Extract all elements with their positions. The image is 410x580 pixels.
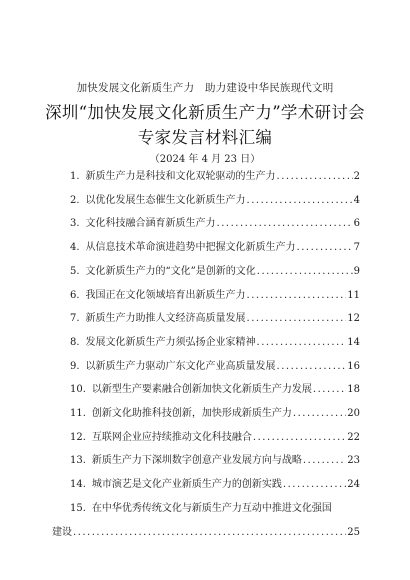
toc-page-number: 23 [347, 455, 360, 467]
toc-entry[interactable] [70, 190, 360, 206]
toc-leader-dots [257, 337, 347, 348]
toc-page-number: 4 [353, 194, 360, 206]
toc-entry[interactable] [70, 237, 360, 253]
toc-entry-number: 12. [70, 431, 86, 443]
toc-page-number: 18 [347, 384, 360, 396]
toc-entry-number: 6. [70, 289, 80, 301]
toc-entry-number: 3. [70, 218, 80, 230]
toc-entry-number: 11. [70, 408, 86, 419]
toc-leader-dots [253, 432, 346, 443]
toc-entry-number: 9. [70, 360, 80, 372]
toc-entry-continuation[interactable] [52, 522, 360, 538]
toc-page-number: 22 [347, 431, 360, 443]
toc-entry-number: 2. [70, 194, 80, 206]
toc-entry-number: 4. [70, 242, 80, 254]
toc-leader-dots [257, 266, 353, 277]
toc-leader-dots [247, 195, 353, 206]
toc-entry[interactable] [70, 379, 360, 395]
toc-leader-dots [277, 171, 353, 182]
toc-entry-title: 互联网企业应持续推动文化科技融合 [91, 431, 252, 443]
toc-entry-title: 以优化发展生态催生文化新质生产力 [85, 194, 246, 206]
toc-entry-title: 以新型生产要素融合创新加快文化新质生产力发展 [91, 384, 312, 396]
toc-entry[interactable] [70, 450, 360, 466]
toc-page-number: 20 [347, 408, 360, 419]
toc-page-number: 9 [353, 265, 360, 277]
toc-entry-number: 10. [70, 384, 86, 396]
toc-entry[interactable] [70, 213, 360, 229]
toc-entry-title-continued: 建设 [52, 526, 72, 538]
toc-entry-title: 文化科技融合涵育新质生产力 [85, 218, 216, 230]
document-subtitle: 加快发展文化新质生产力 助力建设中华民族现代文明 [76, 82, 334, 94]
document-date: （2024 年 4 月 23 日） [149, 154, 261, 165]
toc-page-number: 7 [353, 242, 360, 254]
toc-entry[interactable] [70, 166, 360, 182]
toc-entry[interactable] [70, 474, 360, 490]
toc-page-number: 14 [347, 336, 360, 348]
toc-entry-number: 13. [70, 455, 86, 467]
toc-leader-dots [217, 218, 353, 229]
toc-page-number: 11 [347, 289, 360, 301]
toc-entry-number: 7. [70, 313, 80, 325]
toc-entry[interactable] [70, 403, 360, 419]
toc-entry-title: 在中华优秀传统文化与新质生产力互动中推进文化强国 [91, 502, 332, 514]
toc-leader-dots [303, 455, 346, 466]
toc-entry-number: 14. [70, 479, 86, 491]
toc-leader-dots [293, 408, 346, 419]
document-title-line1: 深圳“加快发展文化新质生产力”学术研讨会 [45, 103, 365, 122]
document-title-line2: 专家发言材料汇编 [137, 128, 273, 147]
toc-entry-number: 15. [70, 502, 86, 514]
toc-page-number: 2 [353, 171, 360, 182]
toc-entry-number: 1. [70, 171, 80, 182]
toc-entry-title: 文化新质生产力的“文化”是创新的文化 [85, 265, 256, 277]
toc-page-number: 6 [353, 218, 360, 230]
toc-entry-number: 8. [70, 336, 80, 348]
toc-entry-title: 以新质生产力驱动广东文化产业高质量发展 [85, 360, 276, 372]
toc-leader-dots [297, 242, 353, 253]
toc-leader-dots [247, 313, 347, 324]
toc-entry-title: 我国正在文化领域培育出新质生产力 [85, 289, 246, 301]
toc-page-number: 25 [347, 526, 360, 538]
toc-entry-title: 新质生产力助推人文经济高质量发展 [85, 313, 246, 325]
toc-entry-title: 新质生产力下深圳数字创意产业发展方向与战略 [91, 455, 302, 467]
toc-page-number: 24 [347, 479, 360, 491]
toc-page-number: 16 [347, 360, 360, 372]
toc-leader-dots [73, 527, 346, 538]
toc-entry-title: 城市演艺是文化产业新质生产力的创新实践 [91, 479, 282, 491]
toc-entry-title: 创新文化助推科技创新，加快形成新质生产力 [91, 408, 292, 419]
toc-entry[interactable] [70, 308, 360, 324]
toc-leader-dots [283, 479, 346, 490]
toc-page-number: 12 [347, 313, 360, 325]
toc-entry[interactable] [70, 356, 360, 372]
toc-entry[interactable] [70, 261, 360, 277]
toc-leader-dots [247, 290, 347, 301]
toc-entry-title: 发展文化新质生产力须弘扬企业家精神 [85, 336, 256, 348]
toc-entry-title: 新质生产力是科技和文化双轮驱动的生产力 [85, 171, 276, 182]
toc-entry[interactable] [70, 285, 360, 301]
toc-entry[interactable] [70, 332, 360, 348]
toc-leader-dots [277, 361, 347, 372]
toc-entry[interactable] [70, 427, 360, 443]
toc-leader-dots [313, 384, 346, 395]
toc-entry-number: 5. [70, 265, 80, 277]
toc-entry[interactable] [70, 498, 360, 514]
toc-entry-title: 从信息技术革命演进趋势中把握文化新质生产力 [85, 242, 296, 254]
